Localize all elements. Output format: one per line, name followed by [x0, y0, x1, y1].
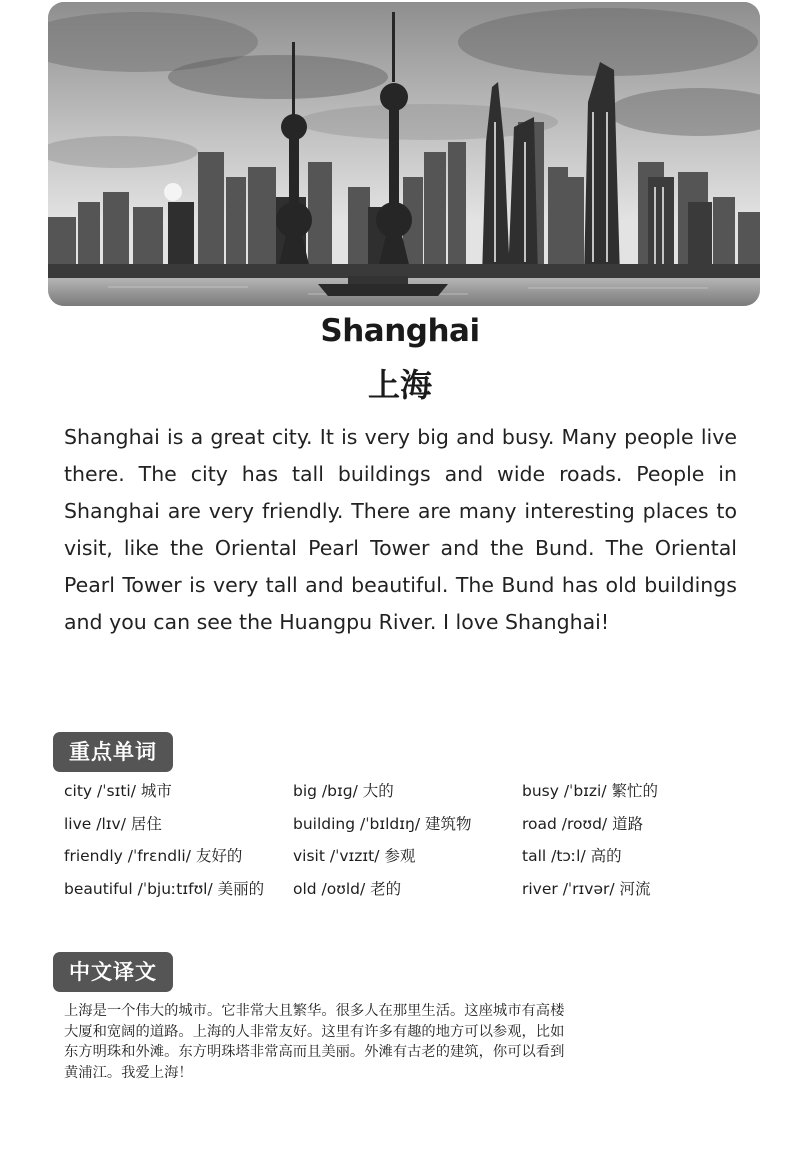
translation-heading: 中文译文	[53, 952, 173, 992]
chinese-translation	[64, 1001, 644, 1083]
title-english: Shanghai	[320, 313, 480, 349]
vocab-item: road /roʊd/ 道路	[522, 814, 644, 833]
shanghai-skyline-image	[48, 2, 760, 306]
title-chinese: 上海	[367, 366, 432, 404]
translation-line: 上海是一个伟大的城市。它非常大且繁华。很多人在那里生活。这座城市有高楼	[64, 1003, 565, 1019]
vocab-item: tall /tɔːl/ 高的	[522, 847, 622, 865]
vocab-item: friendly /ˈfrɛndli/ 友好的	[64, 847, 243, 865]
vocab-item: live /lɪv/ 居住	[64, 814, 162, 833]
vocab-item: city /ˈsɪti/ 城市	[64, 782, 172, 800]
translation-line: 黄浦江。我爱上海！	[64, 1064, 193, 1081]
vocab-item: beautiful /ˈbjuːtɪfʊl/ 美丽的	[64, 879, 265, 898]
reading-passage: Shanghai is a great city. It is very big and busy. Many people live there. The city has tall buildings and wide roads. People in Shanghai are very friendly. There are many interesting places to visit, like the Oriental Pearl Tower and the Bund. The Oriental Pearl Tower is very tall and beautiful. The Bund has old buildings and you can see the Huangpu River. I love Shanghai!	[64, 425, 737, 634]
translation-line: 东方明珠和外滩。东方明珠塔非常高而且美丽。外滩有古老的建筑，你可以看到	[64, 1044, 565, 1060]
vocab-heading: 重点单词	[53, 732, 173, 772]
vocab-grid	[64, 780, 754, 901]
vocab-item: big /bɪɡ/ 大的	[293, 782, 394, 800]
vocab-item: busy /ˈbɪzi/ 繁忙的	[522, 782, 659, 800]
vocab-item: river /ˈrɪvər/ 河流	[522, 879, 651, 898]
vocab-item: building /ˈbɪldɪŋ/ 建筑物	[293, 814, 472, 833]
vocab-item: visit /ˈvɪzɪt/ 参观	[293, 847, 416, 865]
vocab-item: old /oʊld/ 老的	[293, 879, 402, 898]
translation-line: 大厦和宽阔的道路。上海的人非常友好。这里有许多有趣的地方可以参观，比如	[64, 1023, 565, 1040]
